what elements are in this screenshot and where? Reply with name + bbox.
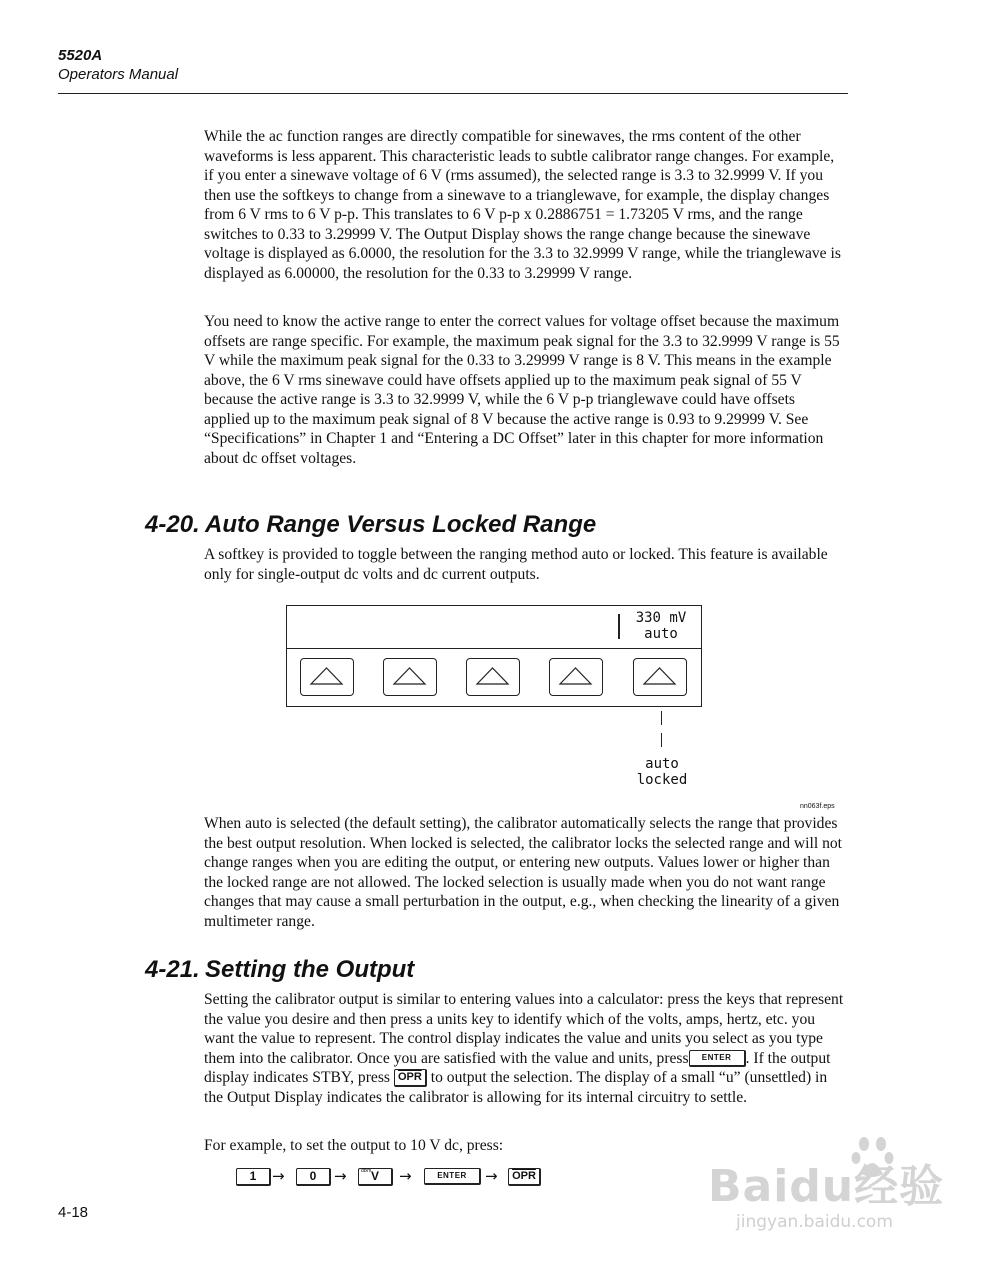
section-heading-setting-output [145,956,414,984]
triangle-up-icon [467,659,518,694]
callout-option-locked: locked [636,772,688,788]
callout-option-auto: auto [645,756,679,772]
manual-title: Operators Manual [58,66,179,83]
watermark [700,1130,950,1240]
paragraph-text: to output the selection. The display of a small “u” (unsettled) in the Output Display indicates the calibrator is allowing for its internal circuitry to settle. [204,1069,828,1106]
callout-line-upper [661,711,662,725]
watermark-url: jingyan.baidu.com [736,1212,893,1232]
display-cursor [618,614,620,639]
display-readout [622,610,700,642]
section-heading-auto-range [145,511,596,539]
page-header [58,46,178,84]
triangle-up-icon [550,659,601,694]
section-number: 4-21. [145,956,200,983]
section-title: Auto Range Versus Locked Range [205,511,597,538]
paragraph-waveform-ranges: While the ac function ranges are directly compatible for sinewaves, the rms content of the other waveforms is less apparent. This characteristic leads to subtle calibrator range changes. For example, if you enter a sinewave voltage of 6 V (rms assumed), the selected range is 3.3 to 32.9999 V. If you then use the softkeys to change from a sinewave to a trianglewave, for example, the display changes from 6 V rms to 6 V p-p. This translates to 6 V p-p x 0.2886751 = 1.73205 V rms, and the range switches to 0.33 to 3.29999 V. The Output Display shows the range change because the sinewave voltage is displayed as 6.0000, the resolution for the 3.3 to 32.9999 V range, while the trianglewave is displayed as 6.00000, the resolution for the 0.33 to 3.29999 V range. [204,128,841,282]
control-display-figure [286,605,702,707]
key-1: 1 [236,1168,271,1186]
triangle-up-icon [634,659,685,694]
softkey-auto-locked[interactable] [633,658,687,696]
paragraph-text: . If the output display indicates STBY, press [204,1049,831,1086]
softkey-2[interactable] [383,658,437,696]
softkey-1[interactable] [300,658,354,696]
triangle-up-icon [301,659,352,694]
page-number: 4-18 [58,1204,89,1221]
opr-key [394,1069,427,1087]
paragraph-setting-output [204,990,844,1107]
opr-key-label: $\overline{OPR}$ [397,1071,422,1084]
paragraph-softkey-intro: A softkey is provided to toggle between the ranging method auto or locked. This feature is available only for single-output dc volts and dc current outputs. [204,546,828,583]
opr-key [508,1168,541,1186]
product-model: 5520A [58,47,103,64]
paragraph-example-intro: For example, to set the output to 10 V dc, press: [204,1137,504,1154]
display-divider [287,648,701,649]
arrow-icon: → [272,1167,285,1185]
display-range-value: 330 mV [635,610,687,626]
arrow-icon: → [334,1167,347,1185]
header-rule [58,93,848,94]
figure-id: nn063f.eps [800,803,835,810]
section-number: 4-20. [145,511,200,538]
enter-key: ENTER [424,1168,481,1185]
key-volts-superscript: dBm [361,1168,372,1174]
softkey-callout-label [620,756,704,788]
softkey-3[interactable] [466,658,520,696]
paragraph-auto-locked-explanation: When auto is selected (the default setting), the calibrator automatically selects the range that provides the best output resolution. When locked is selected, the calibrator locks the selected range and will not change ranges when you are editing the output, or entering new outputs. Values lower or higher than the locked range are not allowed. The locked selection is usually made when you do not want range changes that may cause a small perturbation in the output, e.g., when checking the linearity of a given multimeter range. [204,815,842,930]
key-0: 0 [296,1168,331,1186]
softkey-4[interactable] [549,658,603,696]
display-range-mode: auto [644,626,678,642]
enter-key: ENTER [689,1050,746,1067]
section-title: Setting the Output [205,956,415,983]
opr-key-label: $\overline{OPR}$ [512,1170,536,1182]
arrow-icon: → [485,1167,498,1185]
paragraph-voltage-offset: You need to know the active range to enter the correct values for voltage offset because the maximum offsets are range specific. For example, the maximum peak signal for the 3.3 to 32.9999 V range is 55 V while the maximum peak signal for the 0.33 to 3.29999 V range is 8 V. This means in the example above, the 6 V rms sinewave could have offsets applied up to the maximum peak signal of 55 V because the active range is 3.3 to 32.9999 V, while the 6 V p-p trianglewave could have offsets applied up to the maximum peak signal of 8 V because the active range is 0.93 to 9.29999 V. See “Specifications” in Chapter 1 and “Entering a DC Offset” later in this chapter for more information about dc offset voltages. [204,313,840,467]
paragraph-text: Setting the calibrator output is similar to entering values into a calculator: press the keys that represent the value you desire and then press a units key to identify which of the volts, amps, hertz, etc. you want the value to represent. The control display indicates the value and units you select as you type them into the calibrator. Once you are satisfied with the value and units, press [204,991,844,1067]
watermark-brand: Baidu经验 [708,1161,945,1212]
key-volts [358,1168,393,1186]
callout-line-lower [661,733,662,747]
key-volts-label: V [370,1169,379,1183]
triangle-up-icon [384,659,435,694]
arrow-icon: → [399,1167,412,1185]
